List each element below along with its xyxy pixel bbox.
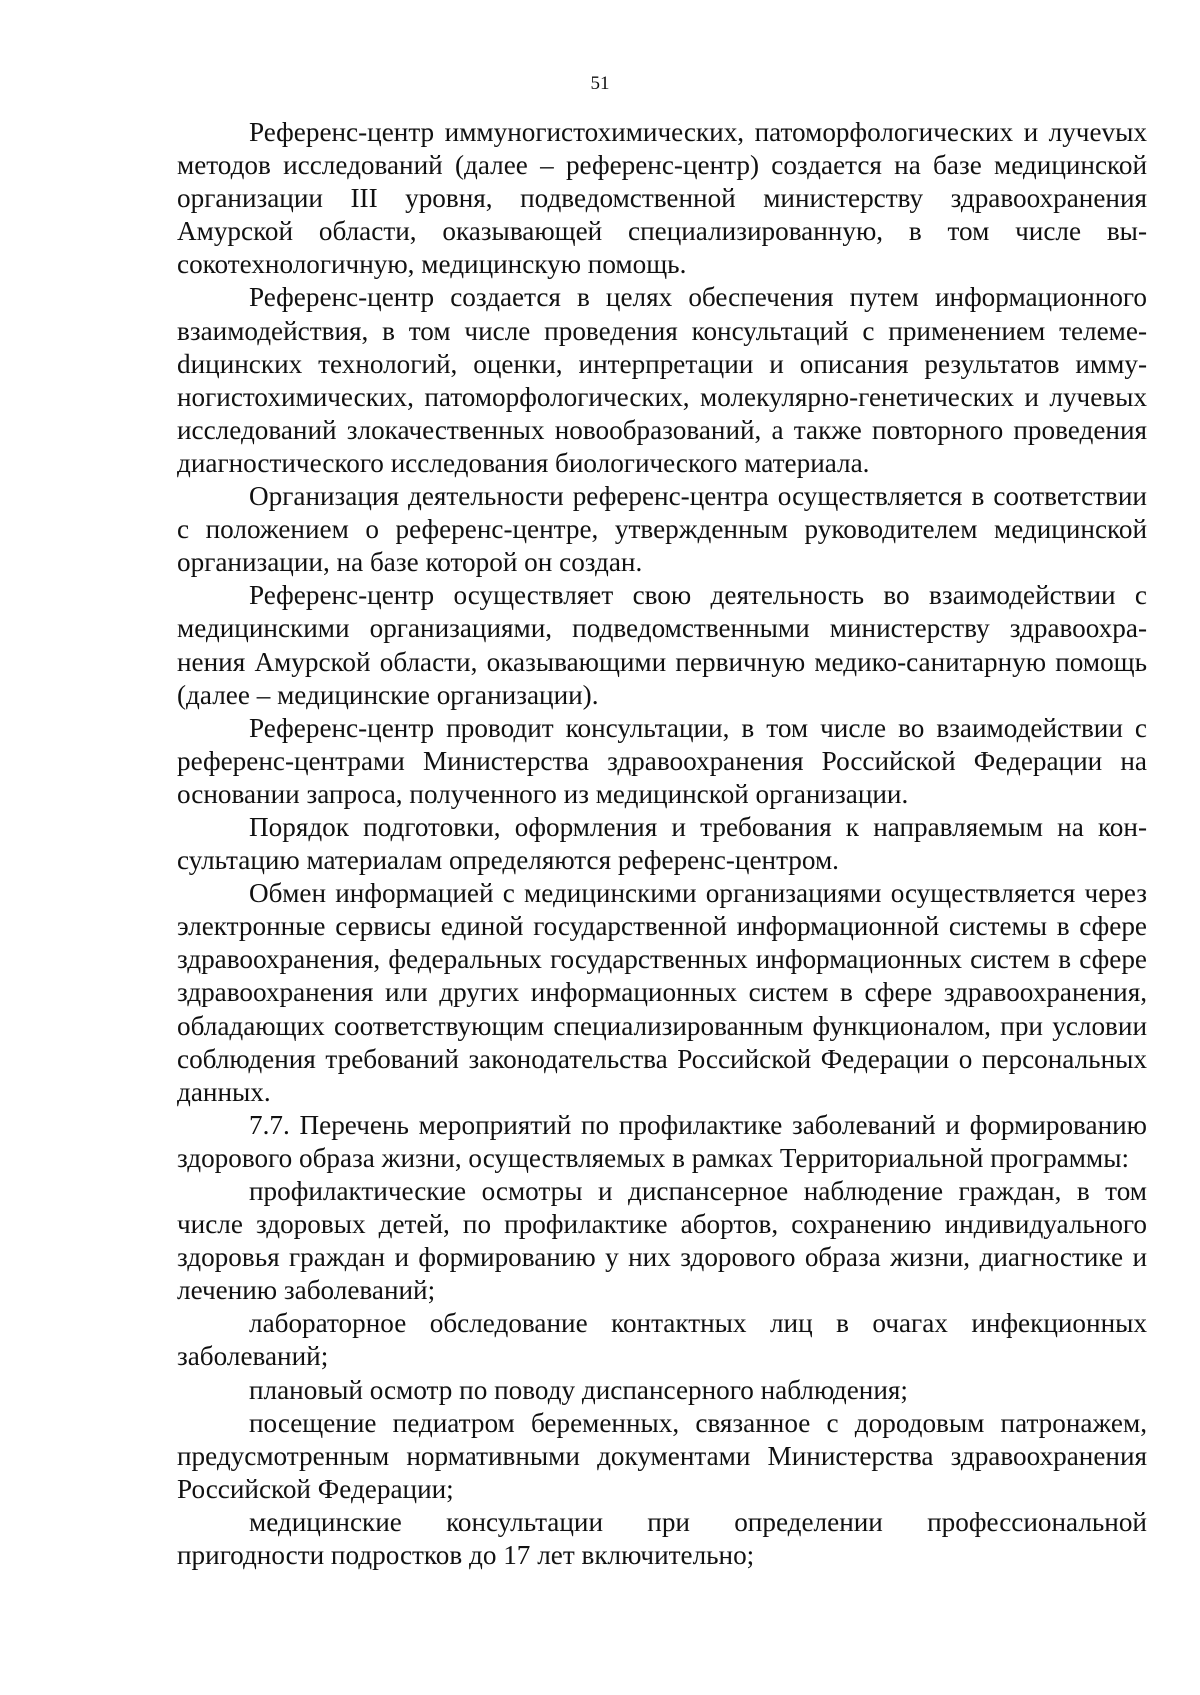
list-item-pediatric-visit: посещение педиатром беременных, связанное с дородовым патронажем, предусмотренным нормативными документами Министерства здравоохранения Российской Федерации; — [177, 1407, 1147, 1504]
paragraph-consultation-materials: Порядок подготовки, оформления и требования к направляемым на консультацию материалам определяются референс-центром. — [177, 811, 1147, 876]
paragraph-reference-center-consultations: Референс-центр проводит консультации, в том числе во взаимодействии с референс-центрами Министерства здравоохранения Российской Федерации на основании запроса, полученного из медицинской организации. — [177, 712, 1147, 809]
section-heading-7-7 — [177, 1109, 1147, 1175]
paragraph-reference-center-organization: Организация деятельности референс-центра осуществляется в соответствии с положением о референс-центре, утвержденным руководителем медицинской организации, на базе которой он создан. — [177, 481, 1147, 578]
section-number: 7.7. — [249, 1109, 290, 1140]
paragraph-information-exchange: Обмен информацией с медицинскими организациями осуществляется через электронные сервисы единой государственной информационной системы в сфере здравоохранения, федеральных государственных информационных систем в сфере здравоохранения или других информационных систем в сфере здравоохранения, обладающих соответствующим специализированным функционалом, при условии соблюдения требований законодательства Российской Федерации о персональных данных. — [177, 878, 1147, 1107]
list-item-preventive-examinations: профилактические осмотры и диспансерное наблюдение граждан, в том числе здоровых детей, по профилактике абортов, сохранению индивидуального здоровья граждан и формированию у них здорового образа жизни, диагностике и лечению заболеваний; — [177, 1176, 1147, 1306]
page-number: 51 — [590, 73, 610, 94]
list-item-medical-consultations: медицинские консультации при определении профессиональной пригодности подростков до 17 лет включительно; — [177, 1506, 1147, 1571]
document-body — [177, 116, 1147, 1572]
list-item-laboratory-examination: лабораторное обследование контактных лиц в очагах инфекционных заболеваний; — [177, 1308, 1147, 1372]
paragraph-reference-center-purpose: Референс-центр создается в целях обеспечения путем информационного взаимодействия, в том числе проведения консультаций с применением телемеdицинских технологий, оценки, интерпретации и описания результатов иммуногистохимических, патоморфологических, молекулярно-генетических и лучевых исследований злокачественных новообразований, а также повторного проведения диагностического исследования биологического материала. — [177, 282, 1147, 478]
list-item-planned-examination: плановый осмотр по поводу диспансерного наблюдения; — [249, 1374, 908, 1405]
section-text: Перечень мероприятий по профилактике заболеваний и формированию здорового образа жизни, осуществляемых в рамках Территориальной программы: — [177, 1109, 1147, 1173]
paragraph-reference-center-definition: Референс-центр иммуногистохимических, патоморфологических и лучеvых методов исследований (далее – референс-центр) создается на базе медицинской организации III уровня, подведомственной министерству здравоохранения Амурской области, оказывающей специализированную, в том числе высокотехнологичную, медицинскую помощь. — [177, 117, 1147, 280]
paragraph-reference-center-interaction: Референс-центр осуществляет свою деятельность во взаимодействии с медицинскими организациями, подведомственными министерству здравоохранения Амурской области, оказывающими первичную медико-санитарную помощь (далее – медицинские организации). — [177, 580, 1147, 710]
